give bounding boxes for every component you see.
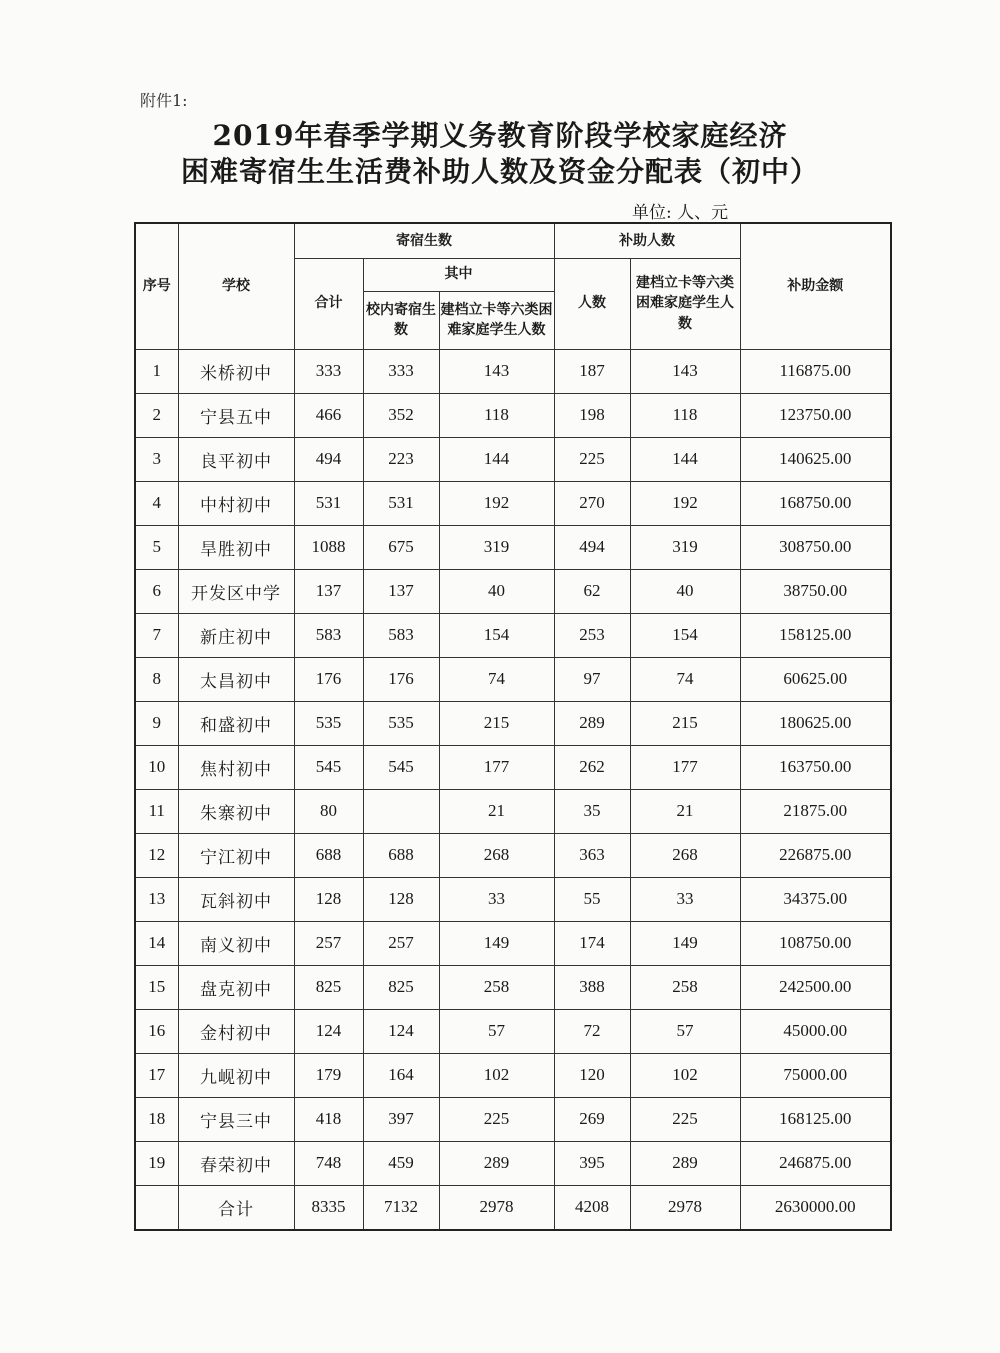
cell-poor-subsidy: 74: [630, 657, 740, 701]
cell-index: 4: [135, 481, 178, 525]
cell-school: 中村初中: [178, 481, 294, 525]
cell-poor-boarders: 74: [439, 657, 554, 701]
document-title-line2: 困难寄宿生生活费补助人数及资金分配表（初中）: [180, 155, 819, 188]
table-row: [135, 613, 891, 657]
cell-poor-subsidy: 40: [630, 569, 740, 613]
cell-index: 11: [135, 789, 178, 833]
cell-on-campus: 825: [363, 965, 439, 1009]
cell-persons: 225: [554, 437, 630, 481]
cell-index: 12: [135, 833, 178, 877]
table-row: [135, 701, 891, 745]
header-poor-subsidy: 建档立卡等六类困难家庭学生人数: [630, 258, 740, 349]
cell-index: 1: [135, 349, 178, 393]
cell-boarders-total: 494: [294, 437, 363, 481]
cell-poor-boarders: 319: [439, 525, 554, 569]
cell-school: 新庄初中: [178, 613, 294, 657]
cell-boarders-total: 124: [294, 1009, 363, 1053]
cell-amount: 242500.00: [740, 965, 891, 1009]
cell-on-campus: 164: [363, 1053, 439, 1097]
cell-persons: 120: [554, 1053, 630, 1097]
table-row: [135, 789, 891, 833]
cell-amount: 140625.00: [740, 437, 891, 481]
document-title-line1: 2019年春季学期义务教育阶段学校家庭经济: [212, 119, 788, 152]
cell-on-campus: 223: [363, 437, 439, 481]
cell-amount: 308750.00: [740, 525, 891, 569]
cell-school: 朱寨初中: [178, 789, 294, 833]
cell-persons: 35: [554, 789, 630, 833]
cell-boarders-total: 418: [294, 1097, 363, 1141]
cell-boarders-total: 545: [294, 745, 363, 789]
cell-persons: 62: [554, 569, 630, 613]
table-row: [135, 481, 891, 525]
cell-amount: 75000.00: [740, 1053, 891, 1097]
cell-boarders-total: 257: [294, 921, 363, 965]
cell-boarders-total: 80: [294, 789, 363, 833]
cell-amount: 45000.00: [740, 1009, 891, 1053]
cell-boarders-total: 1088: [294, 525, 363, 569]
cell-poor-boarders: 289: [439, 1141, 554, 1185]
cell-on-campus: 176: [363, 657, 439, 701]
totals-index-blank: [135, 1185, 178, 1230]
cell-persons: 270: [554, 481, 630, 525]
cell-persons: 269: [554, 1097, 630, 1141]
cell-amount: 116875.00: [740, 349, 891, 393]
cell-on-campus: 531: [363, 481, 439, 525]
cell-boarders-total: 128: [294, 877, 363, 921]
cell-poor-subsidy: 118: [630, 393, 740, 437]
cell-poor-boarders: 215: [439, 701, 554, 745]
cell-boarders-total: 176: [294, 657, 363, 701]
cell-amount: 163750.00: [740, 745, 891, 789]
cell-boarders-total: 583: [294, 613, 363, 657]
totals-poor-boarders: 2978: [439, 1185, 554, 1230]
totals-boarders-total: 8335: [294, 1185, 363, 1230]
cell-poor-boarders: 57: [439, 1009, 554, 1053]
cell-school: 南义初中: [178, 921, 294, 965]
cell-poor-boarders: 268: [439, 833, 554, 877]
cell-persons: 253: [554, 613, 630, 657]
header-subsidy-group: 补助人数: [554, 223, 740, 258]
cell-boarders-total: 333: [294, 349, 363, 393]
table-row: [135, 349, 891, 393]
cell-amount: 180625.00: [740, 701, 891, 745]
cell-on-campus: 675: [363, 525, 439, 569]
cell-poor-boarders: 144: [439, 437, 554, 481]
cell-poor-subsidy: 154: [630, 613, 740, 657]
table-row: [135, 1009, 891, 1053]
cell-on-campus: 583: [363, 613, 439, 657]
cell-poor-boarders: 258: [439, 965, 554, 1009]
cell-school: 焦村初中: [178, 745, 294, 789]
cell-amount: 168750.00: [740, 481, 891, 525]
cell-school: 良平初中: [178, 437, 294, 481]
cell-amount: 226875.00: [740, 833, 891, 877]
cell-poor-boarders: 154: [439, 613, 554, 657]
cell-index: 7: [135, 613, 178, 657]
cell-school: 宁江初中: [178, 833, 294, 877]
cell-poor-boarders: 177: [439, 745, 554, 789]
cell-amount: 108750.00: [740, 921, 891, 965]
cell-persons: 395: [554, 1141, 630, 1185]
cell-poor-subsidy: 57: [630, 1009, 740, 1053]
cell-index: 9: [135, 701, 178, 745]
cell-index: 19: [135, 1141, 178, 1185]
cell-persons: 55: [554, 877, 630, 921]
header-total: 合计: [294, 258, 363, 349]
totals-row: [135, 1185, 891, 1230]
cell-index: 6: [135, 569, 178, 613]
cell-on-campus: 352: [363, 393, 439, 437]
header-amount: 补助金额: [740, 223, 891, 349]
cell-poor-subsidy: 177: [630, 745, 740, 789]
allocation-table: [134, 222, 892, 1231]
cell-on-campus: 333: [363, 349, 439, 393]
cell-on-campus: 535: [363, 701, 439, 745]
cell-on-campus: 459: [363, 1141, 439, 1185]
cell-on-campus: 257: [363, 921, 439, 965]
cell-amount: 60625.00: [740, 657, 891, 701]
cell-amount: 123750.00: [740, 393, 891, 437]
cell-amount: 34375.00: [740, 877, 891, 921]
cell-persons: 388: [554, 965, 630, 1009]
cell-school: 米桥初中: [178, 349, 294, 393]
header-on-campus: 校内寄宿生数: [363, 291, 439, 349]
cell-poor-subsidy: 289: [630, 1141, 740, 1185]
cell-on-campus: [363, 789, 439, 833]
cell-index: 18: [135, 1097, 178, 1141]
cell-poor-subsidy: 192: [630, 481, 740, 525]
cell-persons: 363: [554, 833, 630, 877]
cell-persons: 97: [554, 657, 630, 701]
cell-index: 8: [135, 657, 178, 701]
table-row: [135, 437, 891, 481]
cell-boarders-total: 179: [294, 1053, 363, 1097]
totals-amount: 2630000.00: [740, 1185, 891, 1230]
table-row: [135, 745, 891, 789]
totals-poor-subsidy: 2978: [630, 1185, 740, 1230]
header-school: 学校: [178, 223, 294, 349]
table-row: [135, 1097, 891, 1141]
cell-school: 金村初中: [178, 1009, 294, 1053]
cell-on-campus: 124: [363, 1009, 439, 1053]
totals-on-campus: 7132: [363, 1185, 439, 1230]
table-row: [135, 525, 891, 569]
cell-school: 宁县五中: [178, 393, 294, 437]
table-row: [135, 657, 891, 701]
cell-persons: 198: [554, 393, 630, 437]
cell-amount: 158125.00: [740, 613, 891, 657]
cell-on-campus: 688: [363, 833, 439, 877]
table-row: [135, 877, 891, 921]
table-row: [135, 393, 891, 437]
cell-boarders-total: 531: [294, 481, 363, 525]
cell-on-campus: 397: [363, 1097, 439, 1141]
cell-boarders-total: 137: [294, 569, 363, 613]
cell-on-campus: 545: [363, 745, 439, 789]
cell-boarders-total: 825: [294, 965, 363, 1009]
totals-label: 合计: [178, 1185, 294, 1230]
cell-poor-subsidy: 143: [630, 349, 740, 393]
cell-poor-boarders: 149: [439, 921, 554, 965]
cell-poor-subsidy: 258: [630, 965, 740, 1009]
cell-poor-subsidy: 215: [630, 701, 740, 745]
cell-poor-subsidy: 144: [630, 437, 740, 481]
header-poor-boarders: 建档立卡等六类困难家庭学生人数: [439, 291, 554, 349]
cell-school: 瓦斜初中: [178, 877, 294, 921]
cell-school: 和盛初中: [178, 701, 294, 745]
cell-poor-subsidy: 102: [630, 1053, 740, 1097]
cell-index: 15: [135, 965, 178, 1009]
table-row: [135, 569, 891, 613]
cell-school: 春荣初中: [178, 1141, 294, 1185]
cell-poor-boarders: 40: [439, 569, 554, 613]
cell-school: 开发区中学: [178, 569, 294, 613]
cell-poor-subsidy: 33: [630, 877, 740, 921]
cell-poor-subsidy: 21: [630, 789, 740, 833]
cell-poor-boarders: 21: [439, 789, 554, 833]
cell-index: 14: [135, 921, 178, 965]
totals-persons: 4208: [554, 1185, 630, 1230]
cell-school: 盘克初中: [178, 965, 294, 1009]
cell-school: 九岘初中: [178, 1053, 294, 1097]
cell-index: 3: [135, 437, 178, 481]
header-boarders-group: 寄宿生数: [294, 223, 554, 258]
table-body: [135, 349, 891, 1230]
cell-boarders-total: 535: [294, 701, 363, 745]
cell-index: 5: [135, 525, 178, 569]
cell-index: 2: [135, 393, 178, 437]
cell-poor-boarders: 192: [439, 481, 554, 525]
header-persons: 人数: [554, 258, 630, 349]
cell-persons: 187: [554, 349, 630, 393]
cell-amount: 246875.00: [740, 1141, 891, 1185]
cell-boarders-total: 688: [294, 833, 363, 877]
attachment-label: 附件1:: [140, 91, 188, 110]
cell-index: 13: [135, 877, 178, 921]
cell-persons: 72: [554, 1009, 630, 1053]
cell-persons: 262: [554, 745, 630, 789]
cell-index: 16: [135, 1009, 178, 1053]
cell-persons: 174: [554, 921, 630, 965]
table-row: [135, 1141, 891, 1185]
cell-poor-boarders: 225: [439, 1097, 554, 1141]
cell-index: 10: [135, 745, 178, 789]
cell-poor-boarders: 33: [439, 877, 554, 921]
table-row: [135, 833, 891, 877]
cell-poor-boarders: 102: [439, 1053, 554, 1097]
cell-persons: 494: [554, 525, 630, 569]
cell-index: 17: [135, 1053, 178, 1097]
header-index: 序号: [135, 223, 178, 349]
table-row: [135, 965, 891, 1009]
cell-persons: 289: [554, 701, 630, 745]
cell-poor-boarders: 118: [439, 393, 554, 437]
cell-amount: 38750.00: [740, 569, 891, 613]
cell-boarders-total: 748: [294, 1141, 363, 1185]
cell-boarders-total: 466: [294, 393, 363, 437]
cell-poor-subsidy: 225: [630, 1097, 740, 1141]
cell-poor-subsidy: 319: [630, 525, 740, 569]
table-row: [135, 1053, 891, 1097]
cell-school: 太昌初中: [178, 657, 294, 701]
cell-poor-boarders: 143: [439, 349, 554, 393]
cell-on-campus: 128: [363, 877, 439, 921]
cell-poor-subsidy: 268: [630, 833, 740, 877]
cell-school: 宁县三中: [178, 1097, 294, 1141]
cell-on-campus: 137: [363, 569, 439, 613]
cell-school: 旱胜初中: [178, 525, 294, 569]
table-header: [135, 223, 891, 349]
cell-amount: 21875.00: [740, 789, 891, 833]
cell-poor-subsidy: 149: [630, 921, 740, 965]
table-row: [135, 921, 891, 965]
cell-amount: 168125.00: [740, 1097, 891, 1141]
header-of-which: 其中: [363, 258, 554, 291]
unit-label: 单位: 人、元: [632, 203, 729, 223]
